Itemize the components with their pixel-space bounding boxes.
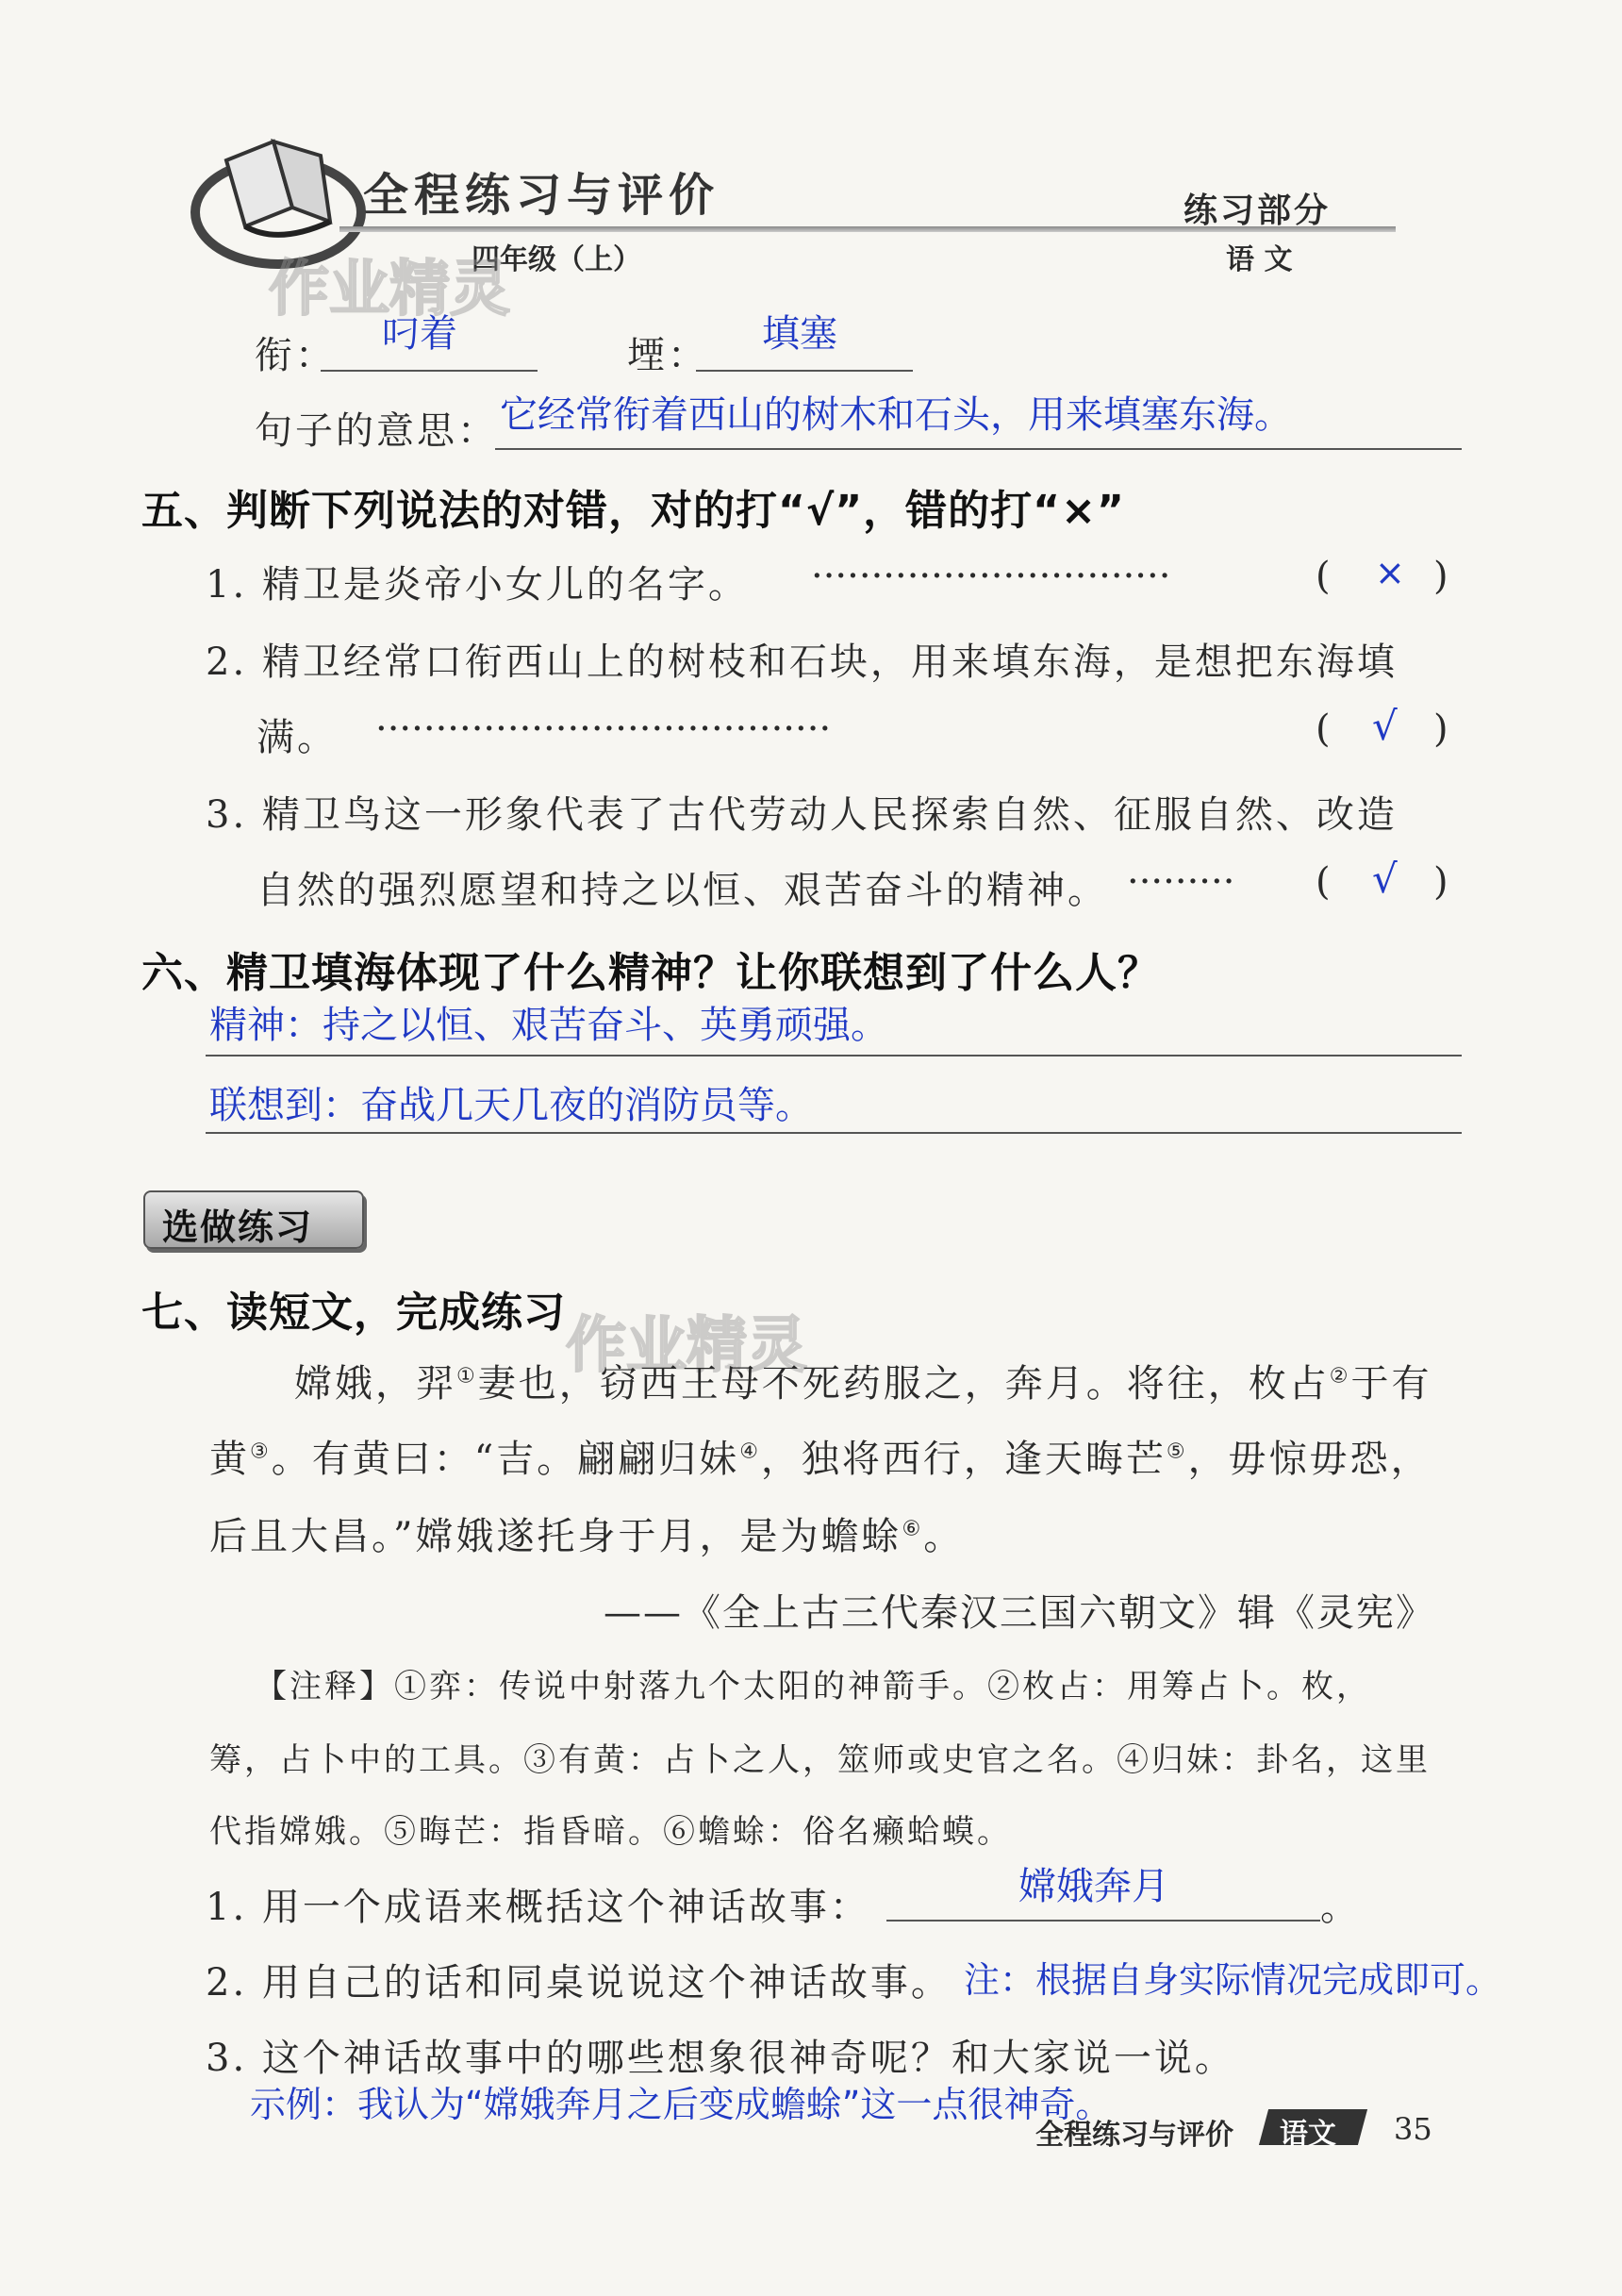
q5-item3-line1: 3. 精卫鸟这一形象代表了古代劳动人民探索自然、征服自然、改造 bbox=[206, 793, 1398, 837]
q7-passage-line2 bbox=[209, 1429, 1432, 1483]
optional-practice-label: 选做练习 bbox=[162, 1206, 314, 1248]
footnote-ref: ⑥ bbox=[902, 1517, 924, 1541]
q5-item2-answer: √ bbox=[1372, 703, 1398, 749]
q7-sub1: 1. 用一个成语来概括这个神话故事： bbox=[206, 1886, 870, 1929]
q5-item3-paren-close: ) bbox=[1433, 860, 1451, 904]
q7-passage-line1 bbox=[294, 1354, 1432, 1407]
q4-sentence-answer: 它经常衔着西山的树木和石头，用来填塞东海。 bbox=[500, 393, 1292, 437]
passage-text: 。 bbox=[923, 1515, 965, 1558]
q6-answer1: 精神：持之以恒、艰苦奋斗、英勇顽强。 bbox=[209, 1004, 888, 1047]
page-number: 35 bbox=[1394, 2111, 1432, 2147]
q5-item1-paren-close: ) bbox=[1433, 555, 1451, 598]
watermark-2: 作业精灵 bbox=[566, 1311, 807, 1381]
passage-text: 妻也，窃西王母不死药服之，奔月。将往，枚占 bbox=[477, 1362, 1330, 1406]
q7-sub3-answer: 示例：我认为“嫦娥奔月之后变成蟾蜍”这一点很神奇。 bbox=[250, 2084, 1112, 2125]
q5-item3-line2: 自然的强烈愿望和持之以恒、艰苦奋斗的精神。 bbox=[257, 869, 1108, 912]
q6-answer1-line bbox=[206, 1055, 1462, 1056]
footer-subject-badge bbox=[1259, 2109, 1367, 2151]
q7-sub1-blank bbox=[886, 1920, 1320, 1922]
q7-note-line1: 【注释】①弈：传说中射落九个太阳的神箭手。②枚占：用筹占卜。枚， bbox=[255, 1668, 1371, 1705]
watermark: 作业精灵 bbox=[269, 255, 510, 324]
q5-item2-dots: ······································ bbox=[375, 707, 832, 751]
q5-item3-dots: ········· bbox=[1127, 860, 1235, 904]
q4-word1-answer: 叼着 bbox=[382, 312, 457, 356]
q4-word2-label: 堙： bbox=[627, 334, 708, 377]
footnote-ref: ③ bbox=[250, 1439, 272, 1464]
q5-item1-text: 1. 精卫是炎帝小女儿的名字。 bbox=[206, 563, 749, 607]
footnote-ref: ② bbox=[1329, 1364, 1351, 1389]
q5-item3-paren-open: ( bbox=[1316, 860, 1333, 904]
q7-sub2: 2. 用自己的话和同桌说说这个神话故事。 bbox=[206, 1961, 952, 2005]
q5-item1-dots: ······························ bbox=[811, 555, 1171, 598]
passage-text: ，毋惊毋恐， bbox=[1187, 1438, 1432, 1481]
q5-item2-line2: 满。 bbox=[257, 716, 338, 759]
q7-passage-line3 bbox=[209, 1506, 964, 1560]
q7-sub1-answer: 嫦娥奔月 bbox=[1018, 1865, 1169, 1908]
q5-item2-paren-open: ( bbox=[1316, 707, 1333, 751]
passage-text: 于有 bbox=[1350, 1362, 1432, 1406]
q6-answer2: 联想到：奋战几天几夜的消防员等。 bbox=[209, 1084, 813, 1127]
q4-word1-label: 衔： bbox=[255, 334, 336, 377]
passage-text: 后且大昌。”嫦娥遂托身于月，是为蟾蜍 bbox=[209, 1515, 902, 1558]
header-grade: 四年级（上） bbox=[472, 243, 641, 276]
q4-sentence-label: 句子的意思： bbox=[255, 409, 498, 453]
passage-text: 嫦娥，羿 bbox=[294, 1362, 456, 1406]
q7-sub2-answer: 注：根据自身实际情况完成即可。 bbox=[964, 1959, 1502, 2001]
passage-text: 黄 bbox=[209, 1438, 250, 1481]
footnote-ref: ④ bbox=[739, 1439, 761, 1464]
footer-title: 全程练习与评价 bbox=[1035, 2119, 1233, 2152]
q7-sub1-end: 。 bbox=[1320, 1886, 1361, 1929]
q7-note-line3: 代指嫦娥。⑤晦芒：指昏暗。⑥蟾蜍：俗名癞蛤蟆。 bbox=[209, 1813, 1012, 1851]
q5-heading: 五、判断下列说法的对错，对的打“√”，错的打“×” bbox=[141, 487, 1125, 535]
passage-text: 。有黄曰：“吉。翩翩归妹 bbox=[271, 1438, 740, 1481]
q4-word2-blank bbox=[696, 370, 913, 372]
q7-note-line2: 筹，占卜中的工具。③有黄：占卜之人，筮师或史官之名。④归妹：卦名，这里 bbox=[209, 1741, 1431, 1779]
header-section: 练习部分 bbox=[1183, 191, 1332, 230]
q5-item2-line1: 2. 精卫经常口衔西山上的树枝和石块，用来填东海，是想把东海填 bbox=[206, 641, 1398, 684]
header-subject: 语 文 bbox=[1226, 243, 1293, 276]
q6-answer2-line bbox=[206, 1132, 1462, 1134]
q4-word1-blank bbox=[321, 370, 538, 372]
q5-item3-answer: √ bbox=[1372, 856, 1398, 902]
q7-heading: 七、读短文，完成练习 bbox=[141, 1289, 566, 1337]
footnote-ref: ⑤ bbox=[1166, 1439, 1188, 1464]
optional-practice-badge bbox=[143, 1190, 364, 1249]
footer-subject: 语文 bbox=[1279, 2118, 1336, 2151]
passage-text: ，独将西行，逢天晦芒 bbox=[760, 1438, 1167, 1481]
header-title: 全程练习与评价 bbox=[363, 169, 720, 222]
q5-item1-paren-open: ( bbox=[1316, 555, 1333, 598]
q5-item2-paren-close: ) bbox=[1433, 707, 1451, 751]
q5-item1-answer: × bbox=[1375, 552, 1405, 593]
q4-word2-answer: 填塞 bbox=[762, 312, 837, 356]
q7-sub3: 3. 这个神话故事中的哪些想象很神奇呢？和大家说一说。 bbox=[206, 2037, 1235, 2080]
q4-sentence-blank bbox=[495, 448, 1462, 450]
footnote-ref: ① bbox=[456, 1364, 478, 1389]
q6-heading: 六、精卫填海体现了什么精神？让你联想到了什么人？ bbox=[141, 949, 1160, 997]
q7-source: ——《全上古三代秦汉三国六朝文》辑《灵宪》 bbox=[604, 1591, 1435, 1635]
